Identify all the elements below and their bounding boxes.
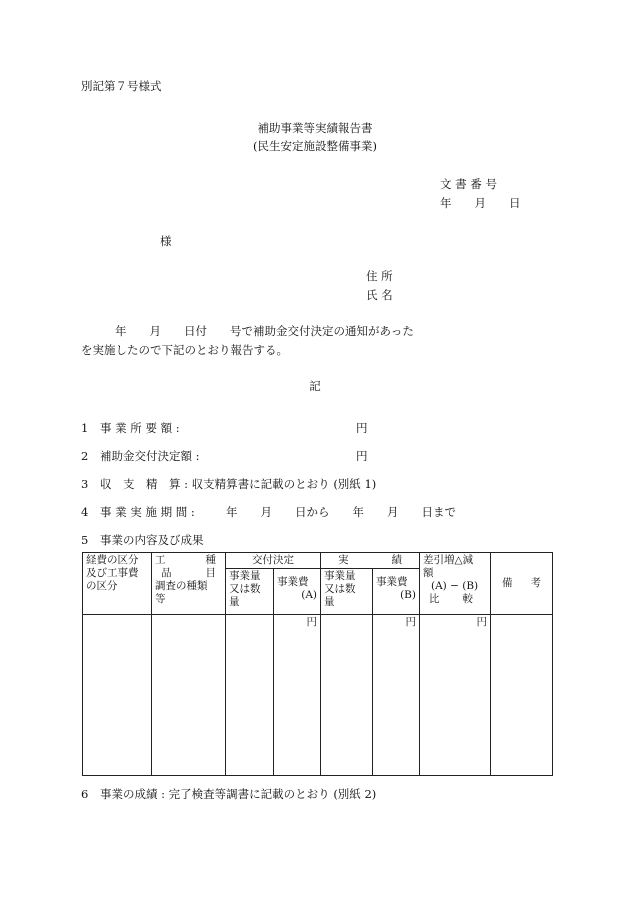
doc-subtitle: (民生安定施設整備事業) bbox=[253, 139, 377, 153]
header-line: 品 目 bbox=[161, 567, 216, 579]
item-5 bbox=[81, 532, 203, 548]
item-num: 3 bbox=[81, 477, 89, 491]
item-label: 収 支 精 算 : 収支精算書に記載のとおり (別紙 1) bbox=[99, 477, 377, 491]
item-3 bbox=[81, 476, 376, 492]
item-1 bbox=[81, 420, 180, 436]
doc-title: 補助事業等実績報告書 bbox=[257, 121, 373, 135]
item-6 bbox=[81, 786, 376, 802]
header-jisseki bbox=[321, 553, 420, 569]
item-num: 1 bbox=[81, 421, 89, 435]
item-num: 5 bbox=[81, 533, 89, 547]
cell bbox=[226, 615, 274, 776]
cell bbox=[152, 615, 226, 776]
header-cost-category bbox=[83, 553, 152, 615]
header-work-type bbox=[152, 553, 226, 615]
item-label: 事 業 所 要 額 : bbox=[99, 421, 180, 435]
addressee-suffix: 様 bbox=[160, 234, 172, 248]
header-text: 差引増△減 bbox=[423, 554, 474, 566]
header-kofu-qty: 事業量 又は数 量 bbox=[226, 569, 274, 615]
date-line: 年 月 日 bbox=[440, 196, 521, 210]
doc-number-label: 文 書 番 号 bbox=[440, 177, 497, 191]
ki-heading: 記 bbox=[309, 379, 321, 393]
item-label: 補助金交付決定額 : bbox=[99, 449, 200, 463]
header-text: の区分 bbox=[86, 580, 118, 592]
item-label: 事業の成績 : 完了検査等調書に記載のとおり (別紙 2) bbox=[99, 787, 377, 801]
item-4 bbox=[81, 504, 195, 520]
header-text: 等 bbox=[155, 593, 166, 605]
cell-yen: 円 bbox=[420, 615, 491, 776]
header-jisseki-cost: 事業費 (B) bbox=[373, 569, 420, 615]
header-kofu: 交付決定 bbox=[226, 553, 321, 569]
item-num: 2 bbox=[81, 449, 89, 463]
header-text: 及び工事費 bbox=[86, 567, 139, 579]
item-label: 事業の内容及び成果 bbox=[99, 533, 204, 547]
item-4-value: 年 月 日から 年 月 日まで bbox=[226, 505, 456, 519]
cell bbox=[83, 615, 152, 776]
header-line: 比 較 bbox=[429, 593, 473, 605]
body-line-2: を実施したので下記のとおり報告する。 bbox=[81, 343, 288, 357]
header-text: 額 bbox=[423, 567, 434, 579]
item-label: 事 業 実 施 期 間 : bbox=[99, 505, 195, 519]
cell-yen: 円 bbox=[274, 615, 321, 776]
header-line: 備 考 bbox=[502, 577, 541, 589]
item-num: 6 bbox=[81, 787, 89, 801]
cell-yen: 円 bbox=[373, 615, 420, 776]
header-biko bbox=[491, 553, 553, 615]
header-text: 調査の種類 bbox=[155, 580, 208, 592]
form-id: 別記第７号様式 bbox=[81, 79, 162, 93]
header-jisseki-qty: 事業量 又は数 量 bbox=[321, 569, 373, 615]
item-1-value: 円 bbox=[356, 421, 368, 435]
cell bbox=[321, 615, 373, 776]
item-num: 4 bbox=[81, 505, 89, 519]
name-label: 氏 名 bbox=[366, 288, 393, 302]
results-table bbox=[82, 552, 553, 776]
header-diff bbox=[420, 553, 491, 615]
body-line-1: 年 月 日付 号で補助金交付決定の通知があった bbox=[115, 324, 414, 338]
address-label: 住 所 bbox=[366, 269, 393, 283]
header-text: (A) − (B) bbox=[431, 580, 479, 592]
header-line: 工 種 bbox=[155, 554, 216, 566]
header-kofu-cost: 事業費 (A) bbox=[274, 569, 321, 615]
item-2-value: 円 bbox=[356, 449, 368, 463]
header-text: 経費の区分 bbox=[86, 554, 139, 566]
item-2 bbox=[81, 448, 200, 464]
header-line: 実 績 bbox=[338, 554, 402, 566]
cell bbox=[491, 615, 553, 776]
